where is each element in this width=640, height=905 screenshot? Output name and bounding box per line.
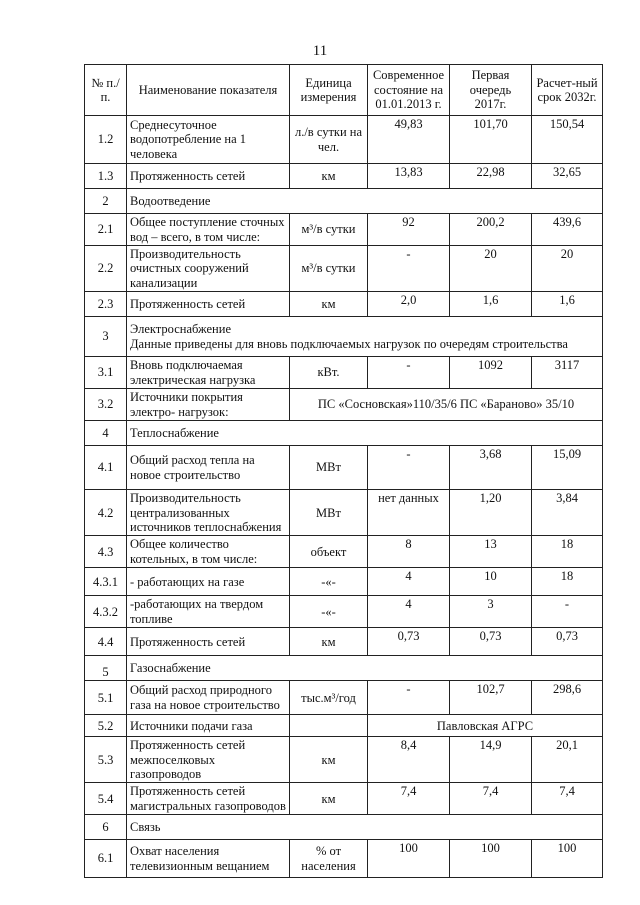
header-current: Современное состояние на 01.01.2013 г. [368, 65, 450, 116]
value-current: - [368, 681, 450, 715]
row-number: 3.1 [85, 357, 127, 389]
row-number: 6 [85, 815, 127, 840]
unit: км [290, 783, 368, 815]
indicator-name: Вновь подключаемая электрическая нагрузка [127, 357, 290, 389]
value-current: 8 [368, 536, 450, 568]
indicator-name: Общий расход тепла на новое строительство [127, 446, 290, 490]
value-calc-period: 0,73 [532, 628, 603, 656]
value-first-stage: 1092 [450, 357, 532, 389]
indicator-name: Охват населения телевизионным вещанием [127, 840, 290, 878]
value-first-stage: 1,20 [450, 490, 532, 536]
value-calc-period: 18 [532, 536, 603, 568]
unit: м³/в сутки [290, 214, 368, 246]
table-row [85, 189, 603, 214]
value-current: 8,4 [368, 737, 450, 783]
value-first-stage: 3 [450, 596, 532, 628]
value-calc-period: 439,6 [532, 214, 603, 246]
unit: кВт. [290, 357, 368, 389]
indicator-name: Общий расход природного газа на новое строительство [127, 681, 290, 715]
merged-value: ПС «Сосновская»110/35/6 ПС «Бараново» 35/10 [290, 389, 603, 421]
table-row [85, 246, 603, 292]
value-calc-period: 150,54 [532, 116, 603, 164]
value-current: - [368, 446, 450, 490]
indicator-name: -работающих на твердом топливе [127, 596, 290, 628]
unit: км [290, 628, 368, 656]
section-name: Газоснабжение [130, 661, 211, 676]
header-name: Наименование показателя [127, 65, 290, 116]
indicator-name: Протяженность сетей [127, 164, 290, 189]
unit: объект [290, 536, 368, 568]
section-title [127, 317, 603, 357]
page-number: 11 [312, 43, 328, 59]
table-row [85, 536, 603, 568]
section-name: Водоотведение [130, 193, 211, 208]
indicator-name: Источники подачи газа [127, 715, 290, 737]
table-row [85, 164, 603, 189]
table-row [85, 783, 603, 815]
table-row [85, 681, 603, 715]
value-calc-period: 298,6 [532, 681, 603, 715]
indicator-name: Источники покрытия электро- нагрузок: [127, 389, 290, 421]
indicators-table [84, 64, 603, 878]
table-row [85, 628, 603, 656]
row-number: 4.1 [85, 446, 127, 490]
value-current: 4 [368, 568, 450, 596]
unit: МВт [290, 490, 368, 536]
value-current: - [368, 357, 450, 389]
unit: км [290, 164, 368, 189]
value-current: нет данных [368, 490, 450, 536]
section-title [127, 189, 603, 214]
indicator-name: - работающих на газе [127, 568, 290, 596]
indicator-name: Среднесуточное водопотребление на 1 человека [127, 116, 290, 164]
value-current: - [368, 246, 450, 292]
indicator-name: Протяженность сетей [127, 292, 290, 317]
merged-value: Павловская АГРС [368, 715, 603, 737]
table-row [85, 389, 603, 421]
value-first-stage: 10 [450, 568, 532, 596]
row-number: 1.2 [85, 116, 127, 164]
row-number: 4 [85, 421, 127, 446]
table-row [85, 840, 603, 878]
value-first-stage: 7,4 [450, 783, 532, 815]
value-calc-period: 3,84 [532, 490, 603, 536]
header-unit: Единица измерения [290, 65, 368, 116]
row-number: 4.3 [85, 536, 127, 568]
unit: м³/в сутки [290, 246, 368, 292]
value-current: 13,83 [368, 164, 450, 189]
section-title [127, 656, 603, 681]
table-row [85, 292, 603, 317]
value-first-stage: 20 [450, 246, 532, 292]
indicator-name: Протяженность сетей магистральных газопроводов [127, 783, 290, 815]
indicator-name: Общее количество котельных, в том числе: [127, 536, 290, 568]
value-current: 4 [368, 596, 450, 628]
value-current: 0,73 [368, 628, 450, 656]
unit: % от населения [290, 840, 368, 878]
value-calc-period: 7,4 [532, 783, 603, 815]
value-calc-period: 15,09 [532, 446, 603, 490]
row-number: 6.1 [85, 840, 127, 878]
table-row [85, 490, 603, 536]
row-number: 4.3.1 [85, 568, 127, 596]
row-number: 4.4 [85, 628, 127, 656]
table-row [85, 596, 603, 628]
indicator-name: Производительность централизованных источников теплоснабжения [127, 490, 290, 536]
value-first-stage: 200,2 [450, 214, 532, 246]
table-row [85, 815, 603, 840]
row-number: 3 [85, 317, 127, 357]
header-calc-period: Расчет-ный срок 2032г. [532, 65, 603, 116]
row-number: 3.2 [85, 389, 127, 421]
section-title [127, 815, 603, 840]
unit: км [290, 737, 368, 783]
value-calc-period: - [532, 596, 603, 628]
indicator-name: Протяженность сетей межпоселковых газопроводов [127, 737, 290, 783]
table-row [85, 715, 603, 737]
header-first-stage: Первая очередь 2017г. [450, 65, 532, 116]
row-number: 2 [85, 189, 127, 214]
section-name: Связь [130, 819, 161, 834]
table-row [85, 446, 603, 490]
unit: л./в сутки на чел. [290, 116, 368, 164]
table-row [85, 317, 603, 357]
table-row [85, 737, 603, 783]
value-calc-period: 100 [532, 840, 603, 878]
table-body [85, 116, 603, 878]
row-number: 4.2 [85, 490, 127, 536]
row-number: 4.3.2 [85, 596, 127, 628]
indicator-name: Производительность очистных сооружений канализации [127, 246, 290, 292]
value-calc-period: 18 [532, 568, 603, 596]
unit [290, 715, 368, 737]
table-header-row [85, 65, 603, 116]
row-number: 5.3 [85, 737, 127, 783]
table-row [85, 568, 603, 596]
unit: -«- [290, 568, 368, 596]
value-first-stage: 102,7 [450, 681, 532, 715]
value-current: 2,0 [368, 292, 450, 317]
value-current: 92 [368, 214, 450, 246]
table-row [85, 656, 603, 681]
row-number: 5 [85, 656, 127, 681]
value-current: 100 [368, 840, 450, 878]
section-name: Теплоснабжение [130, 425, 219, 440]
row-number: 1.3 [85, 164, 127, 189]
value-calc-period: 3117 [532, 357, 603, 389]
unit: -«- [290, 596, 368, 628]
value-first-stage: 101,70 [450, 116, 532, 164]
table-row [85, 421, 603, 446]
section-title [127, 421, 603, 446]
unit: тыс.м³/год [290, 681, 368, 715]
table-row [85, 116, 603, 164]
value-first-stage: 0,73 [450, 628, 532, 656]
row-number: 2.1 [85, 214, 127, 246]
row-number: 5.2 [85, 715, 127, 737]
value-calc-period: 32,65 [532, 164, 603, 189]
indicator-name: Протяженность сетей [127, 628, 290, 656]
value-calc-period: 20,1 [532, 737, 603, 783]
value-first-stage: 14,9 [450, 737, 532, 783]
row-number: 2.3 [85, 292, 127, 317]
section-name: Электроснабжение [130, 322, 231, 337]
table-row [85, 214, 603, 246]
value-first-stage: 3,68 [450, 446, 532, 490]
section-note: Данные приведены для вновь подключаемых нагрузок по очередям строительства [130, 336, 568, 351]
value-first-stage: 22,98 [450, 164, 532, 189]
value-current: 49,83 [368, 116, 450, 164]
row-number: 5.4 [85, 783, 127, 815]
value-calc-period: 20 [532, 246, 603, 292]
unit: МВт [290, 446, 368, 490]
value-current: 7,4 [368, 783, 450, 815]
header-num: № п./п. [85, 65, 127, 116]
value-first-stage: 13 [450, 536, 532, 568]
table-row [85, 357, 603, 389]
indicator-name: Общее поступление сточных вод – всего, в том числе: [127, 214, 290, 246]
value-calc-period: 1,6 [532, 292, 603, 317]
value-first-stage: 1,6 [450, 292, 532, 317]
row-number: 5.1 [85, 681, 127, 715]
row-number: 2.2 [85, 246, 127, 292]
value-first-stage: 100 [450, 840, 532, 878]
unit: км [290, 292, 368, 317]
